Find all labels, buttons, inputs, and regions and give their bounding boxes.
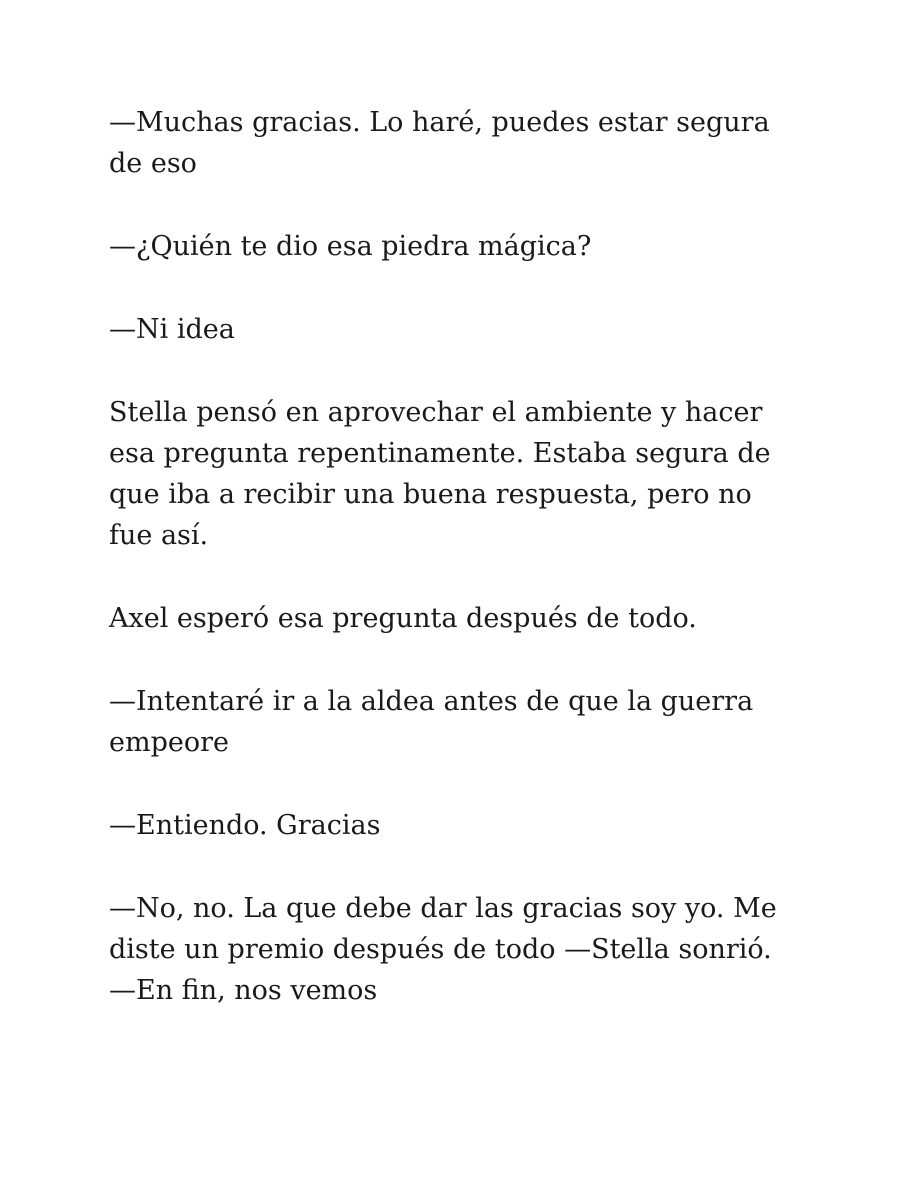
paragraph-3	[109, 309, 799, 350]
text-line: —En fin, nos vemos	[109, 975, 378, 1006]
paragraph-1	[109, 102, 799, 184]
paragraph-6	[109, 681, 799, 763]
text-line: esa pregunta repentinamente. Estaba segura de	[109, 438, 771, 469]
text-line: —Intentaré ir a la aldea antes de que la guerra	[109, 686, 754, 717]
text-line: de eso	[109, 148, 197, 179]
text-line: —Ni idea	[109, 314, 235, 345]
text-body	[109, 102, 799, 1053]
text-line: —No, no. La que debe dar las gracias soy yo. Me	[109, 893, 777, 924]
text-line: Stella pensó en aprovechar el ambiente y hacer	[109, 397, 763, 428]
paragraph-4	[109, 392, 799, 556]
text-line: —Entiendo. Gracias	[109, 810, 381, 841]
text-line: —Muchas gracias. Lo haré, puedes estar segura	[109, 107, 770, 138]
paragraph-8	[109, 888, 799, 1011]
text-line: Axel esperó esa pregunta después de todo.	[109, 603, 697, 634]
paragraph-2	[109, 226, 799, 267]
paragraph-5	[109, 598, 799, 639]
paragraph-7	[109, 805, 799, 846]
text-line: fue así.	[109, 520, 209, 551]
text-line: empeore	[109, 727, 229, 758]
text-line: que iba a recibir una buena respuesta, pero no	[109, 479, 752, 510]
text-line: —¿Quién te dio esa piedra mágica?	[109, 231, 592, 262]
text-line: diste un premio después de todo —Stella sonrió.	[109, 934, 772, 965]
